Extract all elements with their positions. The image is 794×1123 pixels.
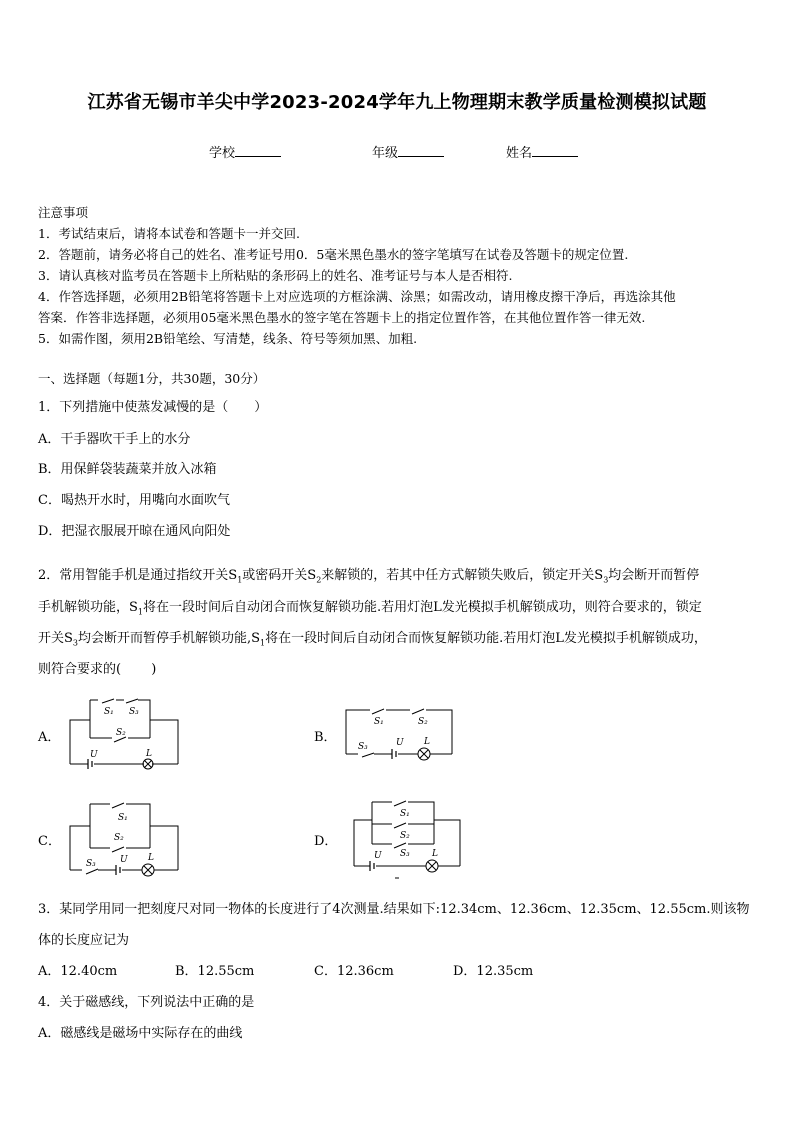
question-3-line-1: 3．某同学用同一把刻度尺对同一物体的长度进行了4次测量.结果如下:12.34cm、12.36cm、12.35cm、12.55cm.则该物 <box>38 902 750 917</box>
note-line: 2．答题前，请务必将自己的姓名、准考证号用0．5毫米黑色墨水的签字笔填写在试卷及答题卡的规定位置. <box>38 247 629 262</box>
question-2-line-1: 2．常用智能手机是通过指纹开关$S_1$或密码开关$S_2$来解锁的，若其中任方式解锁失败后，锁定开关$S_3$均会断开而暂停 <box>38 568 700 585</box>
notes-heading: 注意事项 <box>38 205 89 220</box>
q2-option-b-label: B． <box>314 730 337 745</box>
label-s3: S₃ <box>358 742 368 752</box>
school-blank[interactable] <box>235 144 281 157</box>
grade-blank[interactable] <box>398 144 444 157</box>
q2-option-d-label: D． <box>314 834 338 849</box>
school-label: 学校 <box>209 146 236 161</box>
note-line: 5．如需作图，须用2B铅笔绘、写清楚，线条、符号等须加黑、加粗. <box>38 331 418 346</box>
label-s2: S₂ <box>116 728 126 738</box>
q2-option-c-label: C． <box>38 834 61 849</box>
q3-option-b: B．12.55cm <box>175 964 255 979</box>
label-l: L <box>432 849 438 859</box>
question-2-line-2: 手机解锁功能，$S_1$将在一段时间后自动闭合而恢复解锁功能.若用灯泡L发光模拟手机解锁成功，则符合要求的，锁定 <box>38 600 702 617</box>
name-label: 姓名 <box>506 146 533 161</box>
label-u: U <box>396 738 404 748</box>
note-line: 4．作答选择题，必须用2B铅笔将答题卡上对应选项的方框涂满、涂黑；如需改动，请用橡皮擦干净后，再选涂其他 <box>38 289 676 304</box>
q1-option-a: A．干手器吹干手上的水分 <box>38 432 191 447</box>
label-s1: S₁ <box>104 707 114 717</box>
circuit-diagram-d <box>348 794 468 884</box>
section-heading: 一、选择题（每题1分，共30题，30分） <box>38 371 266 386</box>
note-line: 答案．作答非选择题，必须用05毫米黑色墨水的签字笔在答题卡上的指定位置作答，在其他位置作答一律无效. <box>38 310 646 325</box>
note-line: 3．请认真核对监考员在答题卡上所粘贴的条形码上的姓名、准考证号与本人是否相符. <box>38 268 513 283</box>
name-blank[interactable] <box>532 144 578 157</box>
q3-option-a: A．12.40cm <box>38 964 118 979</box>
circuit-diagram-c <box>64 798 184 880</box>
label-s1: S₁ <box>374 717 384 727</box>
label-s2: S₂ <box>418 717 428 727</box>
q1-option-d: D．把湿衣服展开晾在通风向阳处 <box>38 524 231 539</box>
question-1-stem: 1．下列措施中使蒸发减慢的是（ ） <box>38 400 268 415</box>
label-s3: S₃ <box>86 859 96 869</box>
page-title: 江苏省无锡市羊尖中学2023-2024学年九上物理期末教学质量检测模拟试题 <box>87 92 707 113</box>
q3-option-c: C．12.36cm <box>314 964 394 979</box>
grade-field <box>372 142 444 161</box>
question-2-line-3: 开关$S_3$均会断开而暂停手机解锁功能$,S_1$将在一段时间后自动闭合而恢复解锁功能.若用灯泡L发光模拟手机解锁成功， <box>38 631 707 648</box>
label-l: L <box>146 749 152 759</box>
label-u: U <box>374 851 382 861</box>
name-field <box>506 142 578 161</box>
label-s1: S₁ <box>118 813 128 823</box>
question-2-line-4: 则符合要求的( ) <box>38 662 157 677</box>
q1-option-b: B．用保鲜袋装蔬菜并放入冰箱 <box>38 462 217 477</box>
label-s3: S₃ <box>400 849 410 859</box>
q3-option-d: D．12.35cm <box>453 964 534 979</box>
question-3-line-2: 体的长度应记为 <box>38 933 130 948</box>
label-u: U <box>120 855 128 865</box>
grade-label: 年级 <box>372 146 399 161</box>
q1-option-c: C．喝热开水时，用嘴向水面吹气 <box>38 493 230 508</box>
question-4-stem: 4．关于磁感线，下列说法中正确的是 <box>38 995 255 1010</box>
label-s3: S₃ <box>129 707 139 717</box>
label-l: L <box>148 853 154 863</box>
q4-option-a: A．磁感线是磁场中实际存在的曲线 <box>38 1026 243 1041</box>
q2-option-a-label: A． <box>38 730 61 745</box>
label-u: U <box>90 750 98 760</box>
label-s2: S₂ <box>114 833 124 843</box>
label-l: L <box>424 737 430 747</box>
school-field <box>209 142 281 161</box>
circuit-diagram-b <box>340 706 460 774</box>
note-line: 1．考试结束后，请将本试卷和答题卡一并交回. <box>38 226 300 241</box>
circuit-diagram-a <box>64 694 184 774</box>
label-s1: S₁ <box>400 809 410 819</box>
label-s2: S₂ <box>400 831 410 841</box>
